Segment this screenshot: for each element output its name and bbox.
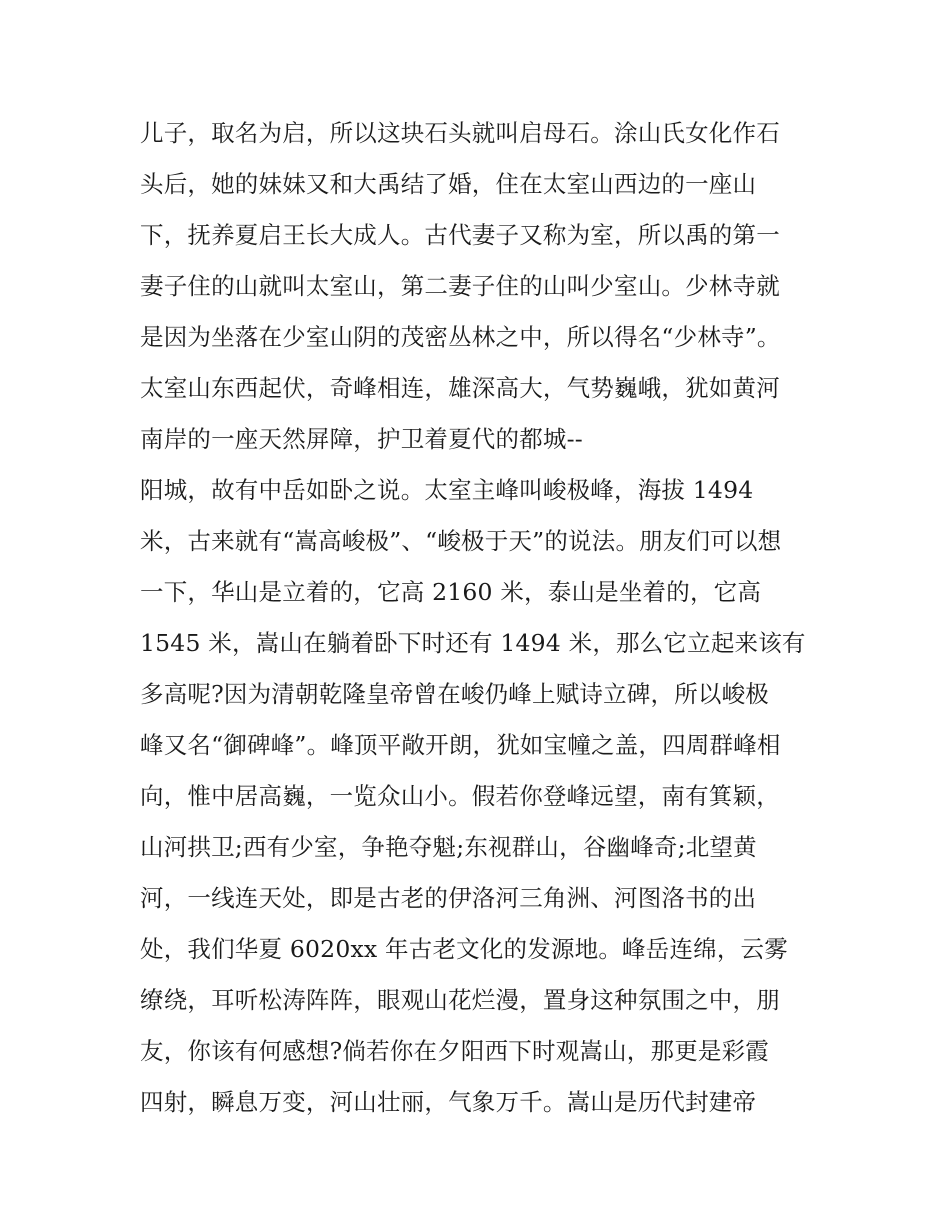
text-line: 阳城，故有中岳如卧之说。太室主峰叫峻极峰，海拔 1494 [140,476,754,504]
text-line: 儿子，取名为启，所以这块石头就叫启母石。涂山氏女化作石 [140,119,780,147]
text-line: 四射，瞬息万变，河山壮丽，气象万千。嵩山是历代封建帝 [140,1088,757,1116]
text-line: 河，一线连天处，即是古老的伊洛河三角洲、河图洛书的出 [140,884,757,912]
text-line: 多高呢?因为清朝乾隆皇帝曾在峻仍峰上赋诗立碑，所以峻极 [140,680,769,708]
text-line: 1545 米，嵩山在躺着卧下时还有 1494 米，那么它立起来该有 [140,629,806,657]
text-line: 妻子住的山就叫太室山，第二妻子住的山叫少室山。少林寺就 [140,272,780,300]
text-line: 处，我们华夏 6020xx 年古老文化的发源地。峰岳连绵，云雾 [140,935,788,963]
text-line: 山河拱卫;西有少室，争艳夺魁;东视群山，谷幽峰奇;北望黄 [140,833,757,861]
text-line: 头后，她的妹妹又和大禹结了婚，住在太室山西边的一座山 [140,170,757,198]
text-line: 峰又名“御碑峰”。峰顶平敞开朗，犹如宝幢之盖，四周群峰相 [140,731,781,759]
text-line: 向，惟中居高巍，一览众山小。假若你登峰远望，南有箕颖， [140,782,780,810]
text-line: 下，抚养夏启王长大成人。古代妻子又称为室，所以禹的第一 [140,221,780,249]
text-line: 米，古来就有“嵩高峻极”、“峻极于天”的说法。朋友们可以想 [140,527,782,555]
text-line: 是因为坐落在少室山阴的茂密丛林之中，所以得名“少林寺”。 [140,323,781,351]
text-line: 友，你该有何感想?倘若你在夕阳西下时观嵩山，那更是彩霞 [140,1037,769,1065]
text-line: 太室山东西起伏，奇峰相连，雄深高大，气势巍峨，犹如黄河 [140,374,780,402]
text-line: 缭绕，耳听松涛阵阵，眼观山花烂漫，置身这种氛围之中，朋 [140,986,780,1014]
text-line: 南岸的一座天然屏障，护卫着夏代的都城-- [140,425,583,453]
body-text [140,108,820,1128]
text-line: 一下，华山是立着的，它高 2160 米，泰山是坐着的，它高 [140,578,762,606]
